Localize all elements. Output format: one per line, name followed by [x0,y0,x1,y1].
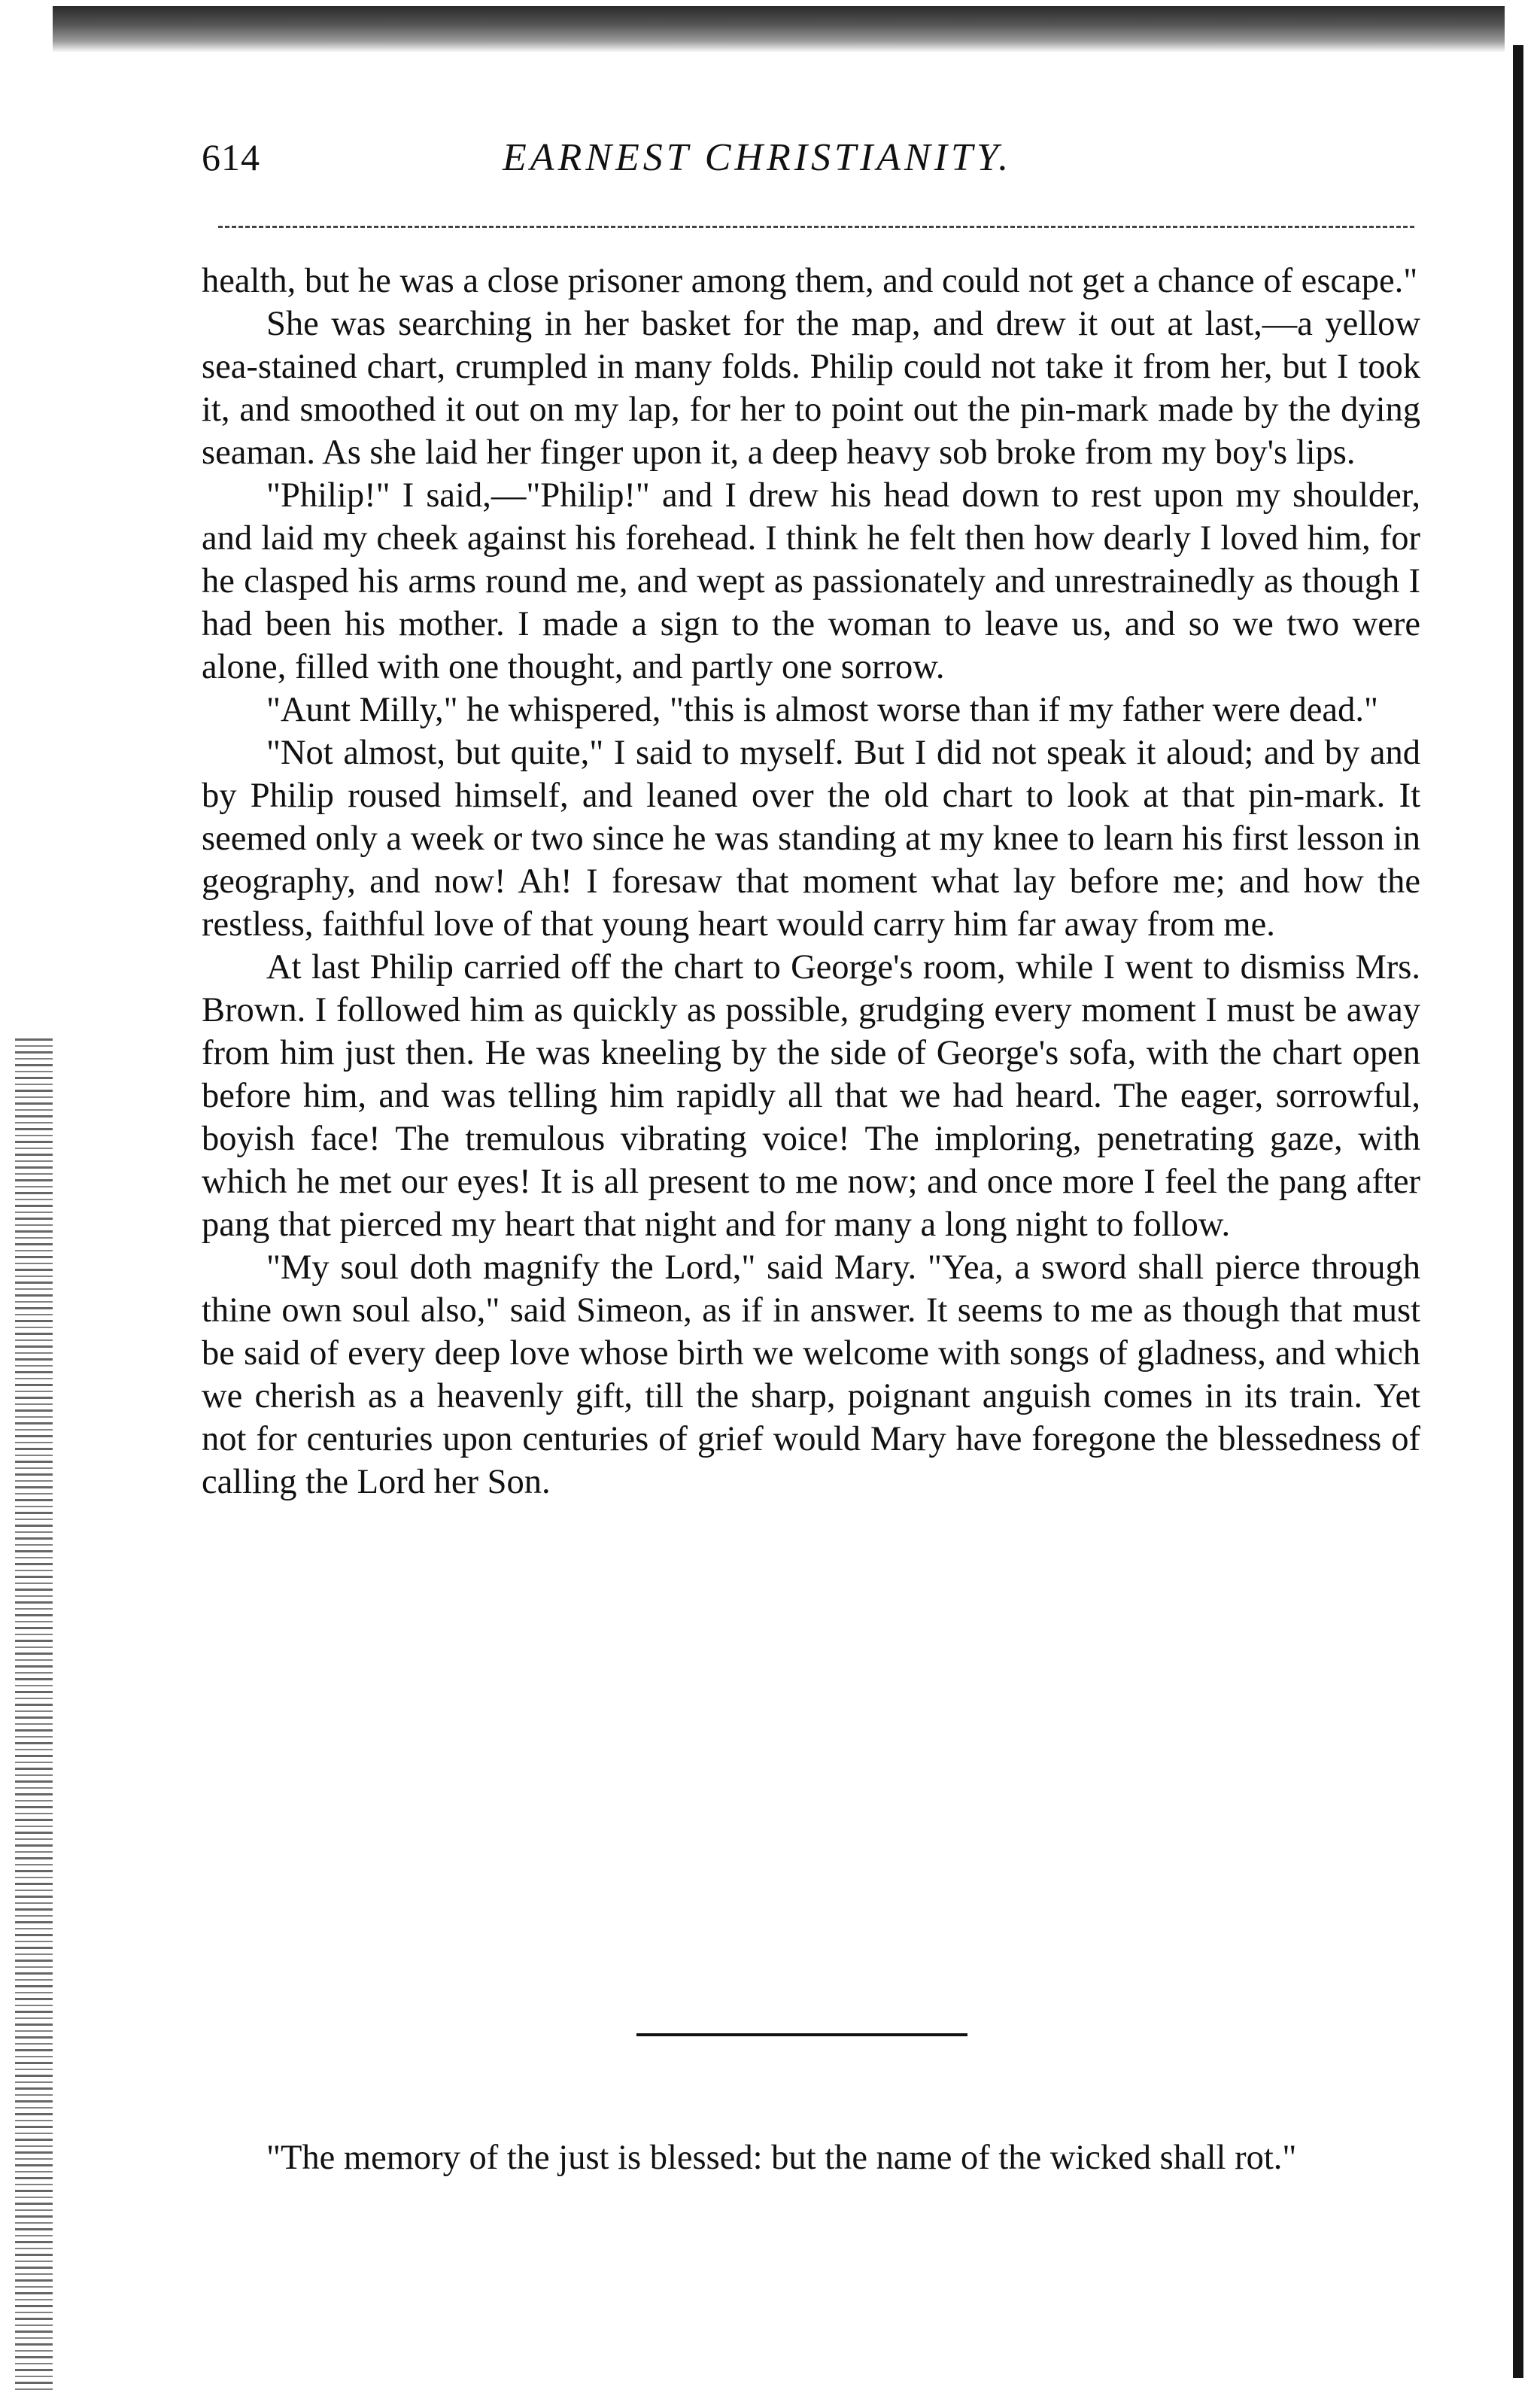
paragraph: At last Philip carried off the chart to George's room, while I went to dismiss Mrs. Brown. I followed him as quickly as possible, grudging every moment I must be away from him just then. He was kneeling by the side of George's sofa, with the chart open before him, and was telling him rapidly all that we had heard. The eager, sorrowful, boyish face! The tremulous vibrating voice! The imploring, penetrating gaze, with which he met our eyes! It is all present to me now; and once more I feel the pang after pang that pierced my heart that night and for many a long night to follow. [202,948,1420,1244]
paragraph: "Aunt Milly," he whispered, "this is almost worse than if my father were dead." [266,691,1378,729]
scan-edge-left [15,1038,53,2393]
paragraph: "Philip!" I said,—"Philip!" and I drew his head down to rest upon my shoulder, and laid my cheek against his forehead. I think he felt then how dearly I loved him, for he clasped his arms round me, and wept as passionately and unrestrainedly as though I had been his mother. I made a sign to the woman to leave us, and so we two were alone, filled with one thought, and partly one sorrow. [202,476,1420,686]
body-text [202,260,1420,1504]
page-number: 614 [202,136,260,178]
running-head [202,135,1420,196]
paragraph: health, but he was a close prisoner among them, and could not get a chance of escape." [202,262,1418,300]
paragraph: She was searching in her basket for the map, and drew it out at last,—a yellow sea-stained chart, crumpled in many folds. Philip could not take it from her, but I took it, and smoothed it out on my lap, for her to point out the pin-mark made by the dying seaman. As she laid her finger upon it, a deep heavy sob broke from my boy's lips. [202,305,1420,472]
journal-title: EARNEST CHRISTIANITY. [503,136,1013,179]
epigraph: "The memory of the just is blessed: but the name of the wicked shall rot." [266,2139,1297,2177]
section-divider [636,2033,967,2036]
scan-edge-right [1513,45,1523,2378]
paragraph: "Not almost, but quite," I said to myself. But I did not speak it aloud; and by and by Philip roused himself, and leaned over the old chart to look at that pin-mark. It seemed only a week or two since he was standing at my knee to learn his first lesson in geography, and now! Ah! I foresaw that moment what lay before me; and how the restless, faithful love of that young heart would carry him far away from me. [202,734,1420,944]
paragraph: "My soul doth magnify the Lord," said Mary. "Yea, a sword shall pierce through thine own soul also," said Simeon, as if in answer. It seems to me as though that must be said of every deep love whose birth we welcome with songs of gladness, and which we cherish as a heavenly gift, till the sharp, poignant anguish comes in its train. Yet not for centuries upon centuries of grief would Mary have foregone the blessedness of calling the Lord her Son. [202,1248,1420,1501]
scan-edge-top [53,6,1505,53]
header-rule [218,226,1414,228]
